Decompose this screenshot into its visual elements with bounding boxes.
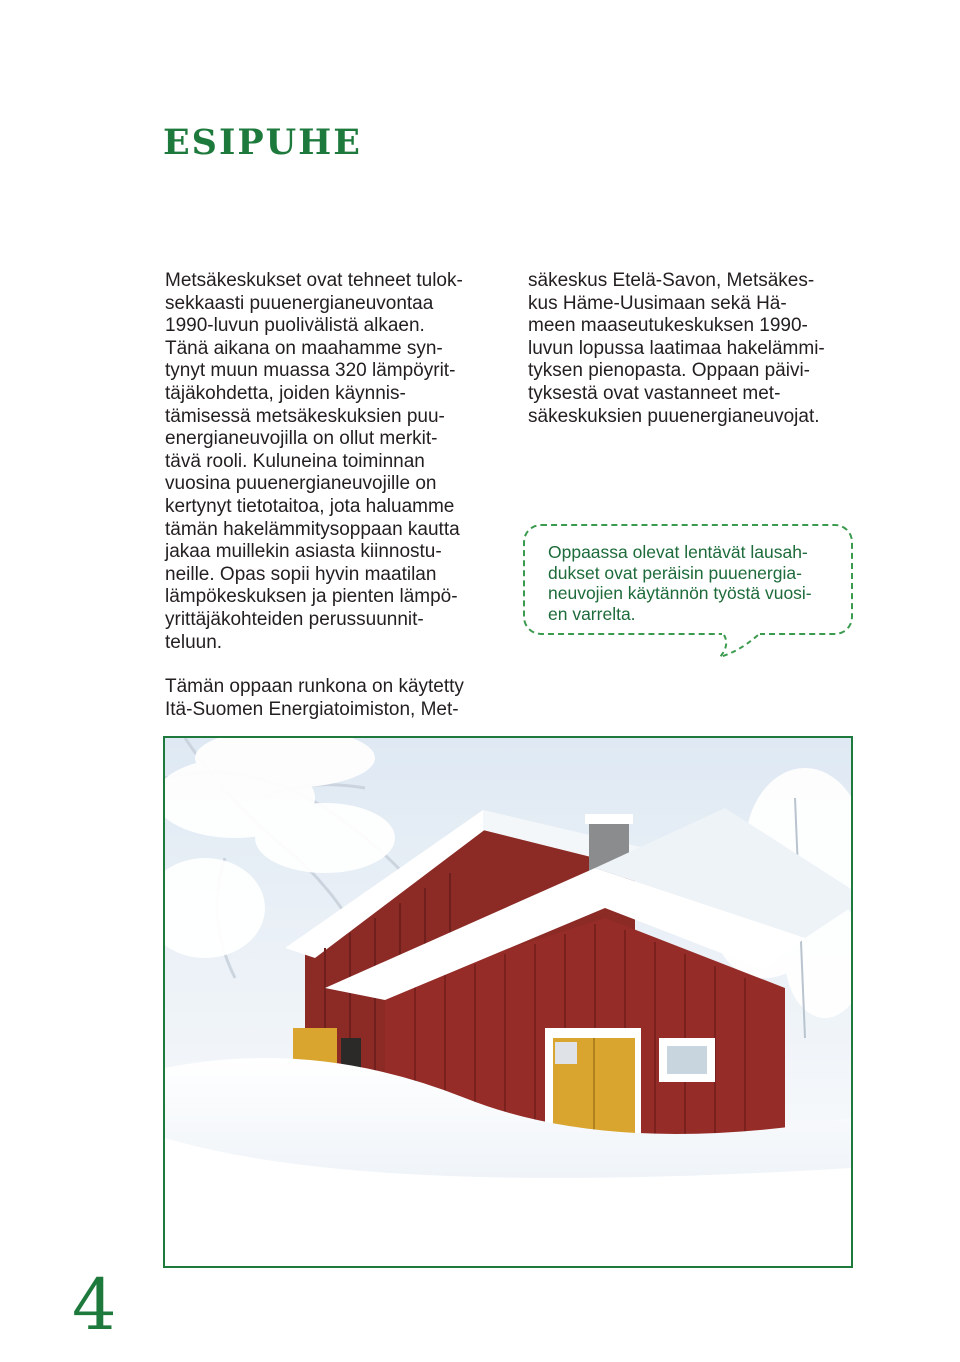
callout-line: dukset ovat peräisin puuenergia- (548, 562, 802, 583)
intro-paragraph (165, 270, 491, 654)
text-line: energianeuvojilla on ollut merkit- (165, 428, 438, 450)
callout-line: neuvojien käytännön työstä vuosi- (548, 583, 812, 603)
callout-tail (716, 631, 766, 661)
text-line: tyksestä ovat vastanneet met- (528, 382, 781, 404)
text-line: teluun. (165, 631, 223, 653)
text-line: tyksen pienopasta. Oppaan päivi- (528, 360, 811, 382)
text-line: jakaa muillekin asiasta kiinnostu- (165, 541, 442, 563)
page-number: 4 (72, 1264, 117, 1346)
text-line: sekkaasti puuenergianeuvontaa (165, 292, 434, 314)
text-line: meen maaseutukeskuksen 1990- (528, 315, 808, 337)
text-line: vuosina puuenergianeuvojille on (165, 473, 437, 495)
text-line: luvun lopussa laatimaa hakelämmi- (528, 337, 825, 359)
text-line: Tänä aikana on maahamme syn- (165, 337, 443, 359)
text-line: täjäkohdetta, joiden käynnis- (165, 382, 406, 404)
text-line: 1990-luvun puolivälistä alkaen. (165, 315, 425, 337)
text-line: säkeskus Etelä-Savon, Metsäkes- (528, 270, 815, 291)
callout-line: en varrelta. (548, 603, 636, 624)
text-line: lämpökeskuksen ja pienten lämpö- (165, 586, 458, 608)
text-line: tämän hakelämmitysoppaan kautta (165, 518, 460, 540)
text-line: Itä-Suomen Energiatoimiston, Met- (165, 698, 459, 720)
source-paragraph (165, 676, 491, 721)
text-line: yrittäjäkohteiden perussuunnit- (165, 608, 424, 630)
text-line: säkeskuksien puuenergianeuvojat. (528, 405, 820, 427)
text-line: tynyt muun muassa 320 lämpöyrit- (165, 360, 456, 382)
text-line: tävä rooli. Kuluneina toiminnan (165, 450, 425, 472)
callout-text (548, 542, 838, 624)
callout-line: Oppaassa olevat lentävät lausah- (548, 542, 808, 562)
photo-snowy-red-building (163, 736, 853, 1268)
text-line: kertynyt tietotaitoa, jota haluamme (165, 495, 455, 517)
text-line: Metsäkeskukset ovat tehneet tulok- (165, 270, 463, 291)
text-line: tämisessä metsäkeskuksien puu- (165, 405, 445, 427)
text-line: neille. Opas sopii hyvin maatilan (165, 563, 437, 585)
text-line: kus Häme-Uusimaan sekä Hä- (528, 292, 787, 314)
page-title: esipuhe (163, 107, 362, 166)
photo-illustration (165, 738, 851, 1266)
right-text-column (528, 270, 856, 428)
text-line: Tämän oppaan runkona on käytetty (165, 676, 464, 698)
source-paragraph-continued (528, 270, 856, 428)
left-text-column (165, 270, 491, 721)
